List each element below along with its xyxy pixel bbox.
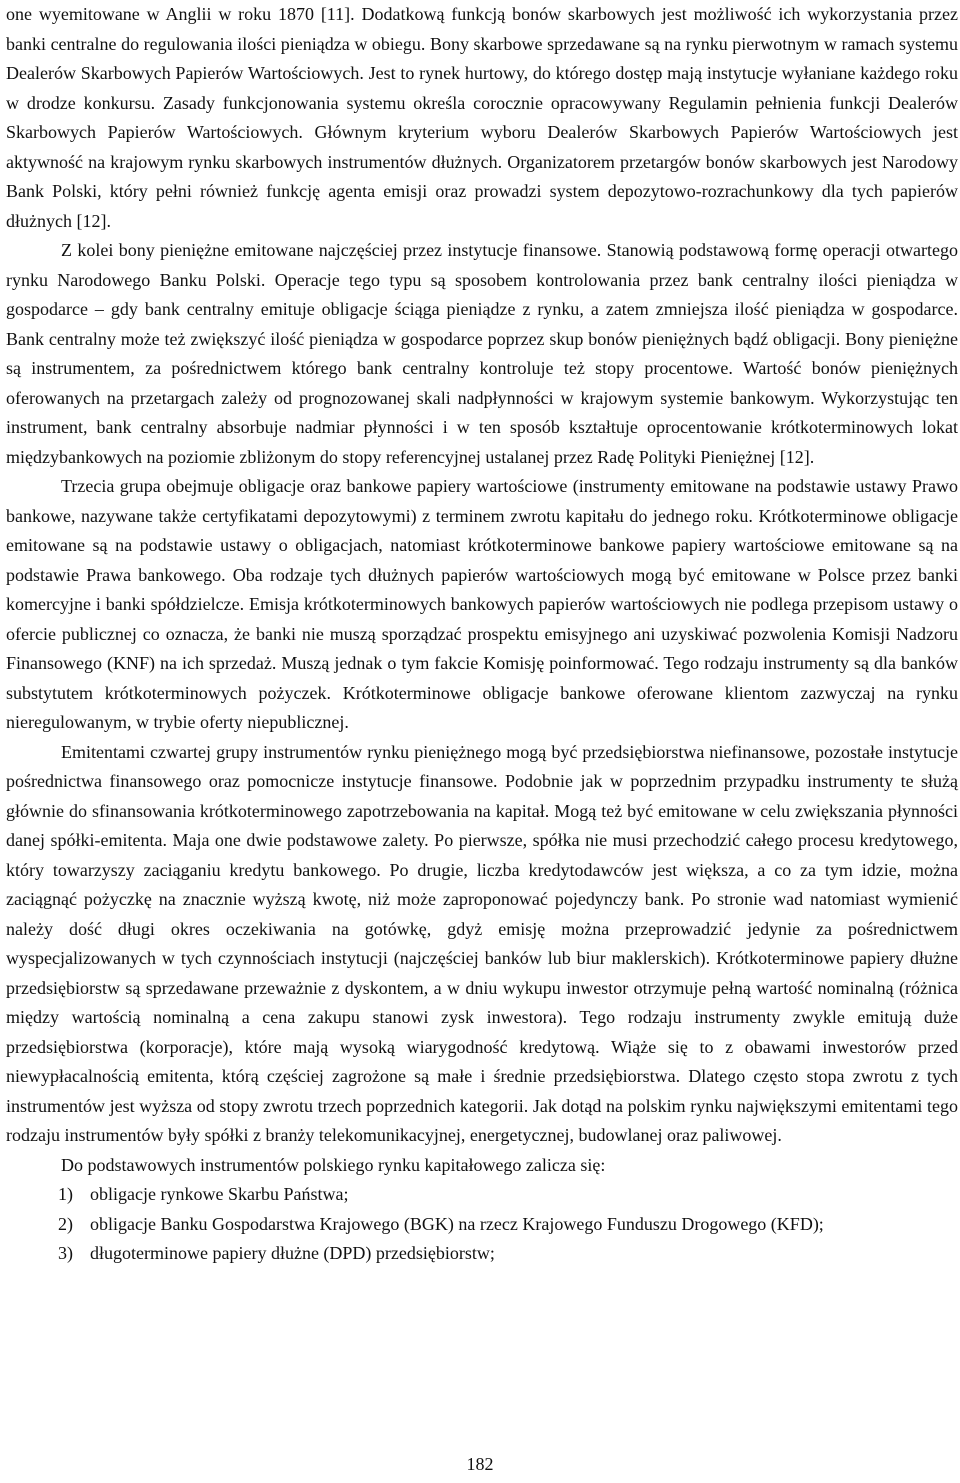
list-item bbox=[6, 1239, 958, 1269]
list-item bbox=[6, 1210, 958, 1240]
list-item-number: 2) bbox=[58, 1213, 73, 1234]
body-paragraph-3: Trzecia grupa obejmuje obligacje oraz bankowe papiery wartościowe (instrumenty emitowane na podstawie ustawy Prawo bankowe, nazywane także certyfikatami depozytowymi) z terminem zwrotu kapitału do jednego roku. Krótkoterminowe obligacje emitowane są na podstawie ustawy o obligacjach, natomiast krótkoterminowe bankowe papiery wartościowe emitowane są na podstawie Prawa bankowego. Oba rodzaje tych dłużnych papierów wartościowych mogą być emitowane w Polsce przez banki komercyjne i banki spółdzielcze. Emisja krótkoterminowych bankowych papierów wartościowych nie podlega przepisom ustawy o ofercie publicznej co oznacza, że banki nie muszą sporządzać prospektu emisyjnego ani uzyskiwać pozwolenia Komisji Nadzoru Finansowego (KNF) na ich sprzedaż. Muszą jednak o tym fakcie Komisję poinformować. Tego rodzaju instrumenty są dla banków substytutem krótkoterminowych pożyczek. Krótkoterminowe obligacje bankowe oferowane klientom zazwyczaj na rynku nieregulowanym, w trybie oferty niepublicznej. bbox=[6, 476, 958, 732]
list-item-text: obligacje rynkowe Skarbu Państwa; bbox=[90, 1184, 349, 1204]
list-item-text: obligacje Banku Gospodarstwa Krajowego (BGK) na rzecz Krajowego Funduszu Drogowego (KFD); bbox=[90, 1213, 824, 1234]
list-item bbox=[6, 1180, 958, 1210]
body-paragraph-5: Do podstawowych instrumentów polskiego rynku kapitałowego zalicza się: bbox=[61, 1154, 606, 1175]
instrument-list bbox=[6, 1180, 958, 1269]
list-item-text: długoterminowe papiery dłużne (DPD) przedsiębiorstw; bbox=[90, 1243, 495, 1263]
page-number: 182 bbox=[466, 1454, 494, 1474]
list-item-number: 3) bbox=[58, 1243, 73, 1263]
document-page bbox=[6, 0, 958, 1269]
body-paragraph-1: one wyemitowane w Anglii w roku 1870 [11]. Dodatkową funkcją bonów skarbowych jest możliwość ich wykorzystania przez banki centralne do regulowania ilości pieniądza w obiegu. Bony skarbowe sprzedawane są na rynku pierwotnym w ramach systemu Dealerów Skarbowych Papierów Wartościowych. Jest to rynek hurtowy, do którego dostęp mają instytucje wyłaniane każdego roku w drodze konkursu. Zasady funkcjonowania systemu określa corocznie opracowywany Regulamin pełnienia funkcji Dealerów Skarbowych Papierów Wartościowych. Głównym kryterium wyboru Dealerów Skarbowych Papierów Wartościowych jest aktywność na krajowym rynku skarbowych instrumentów dłużnych. Organizatorem przetargów bonów skarbowych jest Narodowy Bank Polski, który pełni również funkcję agenta emisji oraz prowadzi system depozytowo-rozrachunkowy dla tych papierów dłużnych [12]. bbox=[6, 4, 958, 231]
body-paragraph-4: Emitentami czwartej grupy instrumentów rynku pieniężnego mogą być przedsiębiorstwa niefinansowe, pozostałe instytucje pośrednictwa finansowego oraz pomocnicze instytucje finansowe. Podobnie jak w poprzednim przypadku instrumenty te służą głównie do sfinansowania krótkoterminowego zapotrzebowania na kapitał. Mogą też być emitowane w celu zwiększania płynności danej spółki-emitenta. Maja one dwie podstawowe zalety. Po pierwsze, spółka nie musi przechodzić całego procesu kredytowego, który towarzyszy zaciąganiu kredytu bankowego. Po drugie, liczba kredytodawców jest większa, a co za tym idzie, można zaciągnąć pożyczkę na znacznie wyższą kwotę, niż może zaproponować pojedynczy bank. Po stronie wad natomiast wymienić należy dość długi okres oczekiwania na gotówkę, gdyż emisję można przeprowadzić jedynie za pośrednictwem wyspecjalizowanych w tych czynnościach instytucji (najczęściej banków lub biur maklerskich). Krótkoterminowe papiery dłużne przedsiębiorstw są sprzedawane przeważnie z dyskontem, a w dniu wykupu inwestor otrzymuje pełną wartość nominalną (różnica między wartością nominalną a cena zakupu stanowi zysk inwestora). Tego rodzaju instrumenty zwykle emitują duże przedsiębiorstwa (korporacje), które mają wysoką wiarygodność kredytową. Wiąże się to z obawami inwestorów przed niewypłacalnością emitenta, którą częściej zagrożone są małe i średnie przedsiębiorstwa. Dlatego często stopa zwrotu z tych instrumentów jest wyższa od stopy zwrotu trzech poprzednich kategorii. Jak dotąd na polskim rynku największymi emitentami tego rodzaju instrumentów były spółki z branży telekomunikacyjnej, energetycznej, budowlanej oraz paliwowej. bbox=[6, 741, 958, 1145]
list-item-number: 1) bbox=[58, 1184, 73, 1204]
body-paragraph-2: Z kolei bony pieniężne emitowane najczęściej przez instytucje finansowe. Stanowią podstawową formę operacji otwartego rynku Narodowego Banku Polski. Operacje tego typu są sposobem kontrolowania przez bank centralny ilości pieniądza w gospodarce – gdy bank centralny emituje obligacje ściąga pieniądze z rynku, a zatem zmniejsza ilość pieniądza w gospodarce. Bank centralny może też zwiększyć ilość pieniądza w gospodarce poprzez skup bonów pieniężnych bądź obligacji. Bony pieniężne są instrumentem, za pośrednictwem którego bank centralny kontroluje też stopy procentowe. Wartość bonów pieniężnych oferowanych na przetargach zależy od prognozowanej skali nadpłynności w krajowym systemie bankowym. Wykorzystując ten instrument, bank centralny absorbuje nadmiar płynności i w ten sposób kształtuje oprocentowanie krótkoterminowych lokat międzybankowych na poziomie zbliżonym do stopy referencyjnej ustalanej przez Radę Polityki Pieniężnej [12]. bbox=[6, 240, 958, 467]
